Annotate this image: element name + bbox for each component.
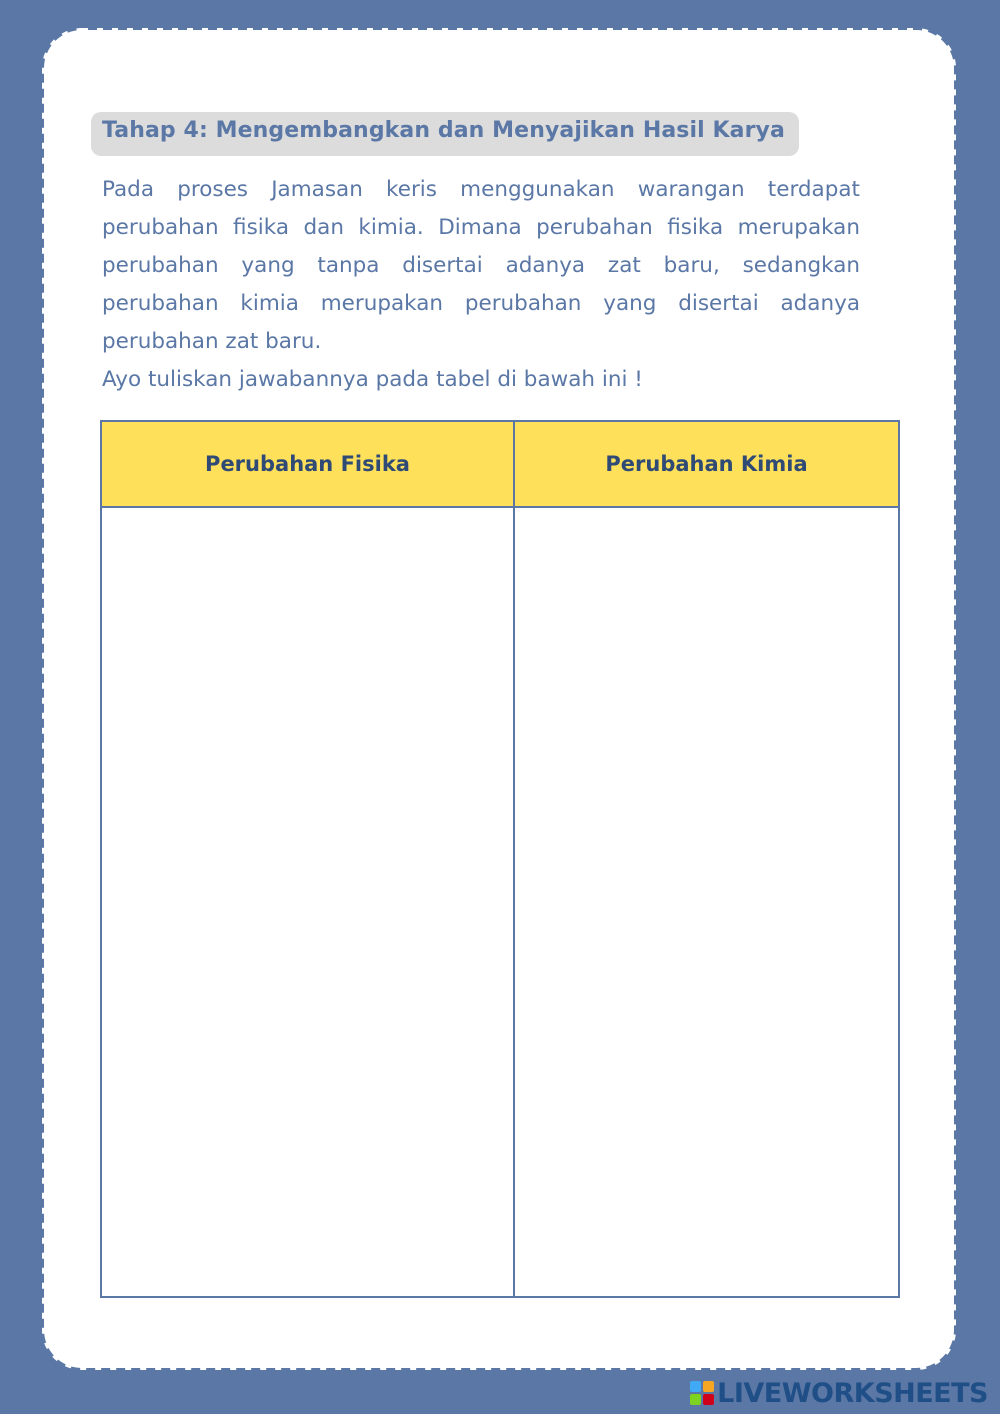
table-row xyxy=(101,507,899,1297)
answer-input-kimia[interactable] xyxy=(515,508,898,1294)
cell-perubahan-kimia xyxy=(514,507,899,1297)
worksheet-title: Tahap 4: Mengembangkan dan Menyajikan Hasil Karya xyxy=(102,118,785,143)
brand-name: LIVEWORKSHEETS xyxy=(717,1377,988,1409)
cell-perubahan-fisika xyxy=(101,507,514,1297)
answer-input-fisika[interactable] xyxy=(102,508,513,1294)
header-perubahan-fisika: Perubahan Fisika xyxy=(101,421,514,507)
instruction-text: Ayo tuliskan jawabannya pada tabel di bawah ini ! xyxy=(102,367,643,392)
description-paragraph: Pada proses Jamasan keris menggunakan warangan terdapat perubahan fisika dan kimia. Dimana perubahan fisika merupakan perubahan yang tanpa disertai adanya zat baru, sedangkan perubahan kimia merupakan perubahan yang disertai adanya perubahan zat baru. xyxy=(102,177,860,354)
answer-table xyxy=(100,420,900,1298)
liveworksheets-brand[interactable] xyxy=(689,1378,988,1408)
liveworksheets-logo-icon xyxy=(689,1380,715,1406)
table-header-row xyxy=(101,421,899,507)
header-perubahan-kimia: Perubahan Kimia xyxy=(514,421,899,507)
